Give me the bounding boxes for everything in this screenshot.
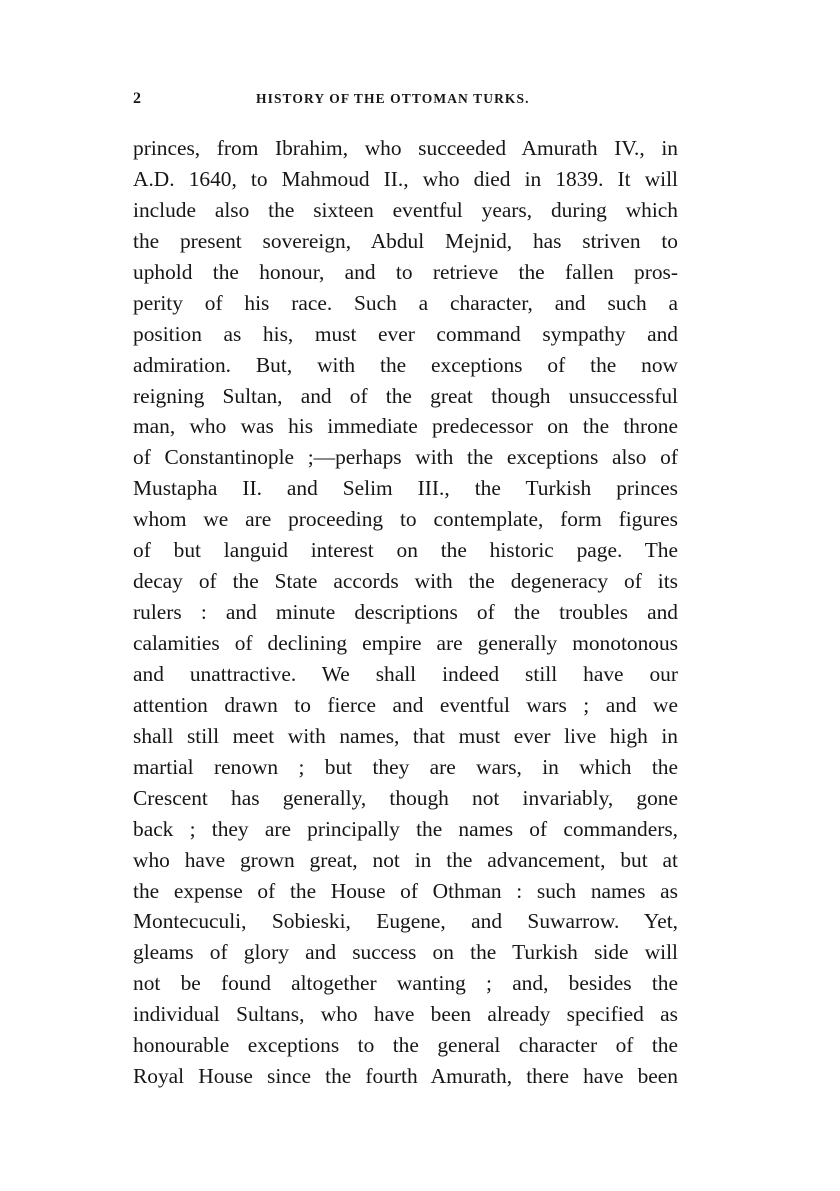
text-line: princes, from Ibrahim, who succeeded Amurath IV., in (133, 136, 678, 160)
running-title: HISTORY OF THE OTTOMAN TURKS. (256, 91, 530, 106)
text-line: the present sovereign, Abdul Mejnid, has striven to (133, 228, 678, 253)
text-line: perity of his race. Such a character, and such a (133, 290, 678, 315)
text-line: reigning Sultan, and of the great though unsuccessful (133, 383, 678, 408)
text-line: calamities of declining empire are generally monotonous (133, 631, 678, 655)
text-line: of but languid interest on the historic page. The (133, 538, 678, 563)
text-line: shall still meet with names, that must ever live high in (133, 723, 678, 748)
text-line: Montecuculi, Sobieski, Eugene, and Suwarrow. Yet, (133, 909, 678, 934)
text-line: Crescent has generally, though not invariably, gone (133, 785, 678, 810)
text-line: gleams of glory and success on the Turkish side will (133, 940, 678, 965)
page-number: 2 (133, 90, 142, 107)
text-line: position as his, must ever command sympathy and (133, 321, 678, 346)
text-line: decay of the State accords with the degeneracy of its (133, 569, 678, 594)
text-line: individual Sultans, who have been already specified as (133, 1002, 678, 1027)
text-line: A.D. 1640, to Mahmoud II., who died in 1839. It will (133, 166, 678, 191)
text-line: attention drawn to fierce and eventful wars ; and we (133, 692, 678, 717)
text-line: not be found altogether wanting ; and, besides the (133, 971, 678, 996)
text-line: whom we are proceeding to contemplate, form figures (133, 507, 678, 532)
text-line: rulers : and minute descriptions of the troubles and (133, 600, 678, 625)
running-head (133, 90, 678, 112)
text-line: include also the sixteen eventful years, during which (133, 197, 678, 222)
text-line: admiration. But, with the exceptions of the now (133, 352, 678, 377)
text-line: martial renown ; but they are wars, in which the (133, 754, 678, 779)
text-line: Royal House since the fourth Amurath, there have been (133, 1064, 678, 1089)
text-line: of Constantinople ;—perhaps with the exceptions also of (133, 445, 678, 470)
body-text (133, 133, 678, 1092)
text-line: the expense of the House of Othman : such names as (133, 878, 678, 903)
text-line: back ; they are principally the names of commanders, (133, 816, 678, 841)
text-line: and unattractive. We shall indeed still have our (133, 661, 678, 686)
text-line: uphold the honour, and to retrieve the fallen pros- (133, 259, 678, 284)
text-line: Mustapha II. and Selim III., the Turkish princes (133, 476, 678, 501)
text-line: honourable exceptions to the general character of the (133, 1033, 678, 1058)
text-line: who have grown great, not in the advancement, but at (133, 847, 678, 872)
text-line: man, who was his immediate predecessor on the throne (133, 414, 678, 439)
